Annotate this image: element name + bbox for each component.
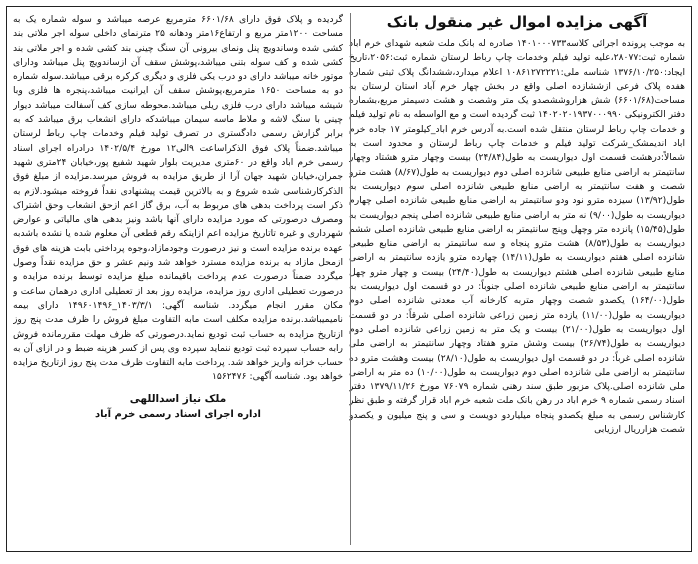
column-divider [350, 13, 351, 545]
notice-frame [6, 6, 692, 552]
notice-title: آگهی مزایده اموال غیر منقول بانک [386, 13, 648, 31]
left-column [13, 13, 343, 545]
signature-name: ملک نیاز اسداللهی [129, 392, 227, 405]
notice-body-right: به موجب پرونده اجرائی کلاسه۱۴۰۱۰۰۰۷۳۳ صادره له بانک ملت شعبه شهدای خرم اباد شماره ثبت:۲۸۰۷۷،علیه تولید فیلم وخدمات چاپ رباط لرستان شماره ثبت:۲۰۵۶،تاریخ ایجاد:۱۳۷۶/۱۰/۲۵۰ شناسه ملی:۱۰۸۶۱۲۷۲۲۲۱ اعلام میدارد،ششدانگ پلاک ثبتی شماره هفده پلاک فرعی ازششازده اصلی واقع در بخش چهار خرم آباد استان لرستان به مساحت(۶۶۰۱/۶۸) شش هزاروششصدو یک متر وشصت و هشت دسیمتر مربع،بشماره دفتر الکترونیکی ۱۴۰۲۰۲۰۱۹۳۷۰۰۰۹۹۰ ثبت گردیده است و مع الواسطه به نام تولید فیلم و خدمات چاپ رباط لرستان منتقل شده است.به آدرس خرم اباد_کیلومتر ۱۷ جاده خرم اباد اندیمشک_شرکت تولید فیلم و خدمات چاپ رباط لرستان و محدود است به شمالاً:درهشت قسمت اول دیواریست به طول(۲۴/۸۴) بیست وچهار مترو هشتاد وچهار سانتیمتر به اراضی منابع طبیعی شانزده اصلی دوم دیواریست به طول(۸/۶۷) هشت مترو شصت و هفت سانتیمتر به اراضی منابع طبیعی شانزده اصلی سوم دیواریست به طول(۱۳/۹۲) سیزده مترو نود ودو سانتیمتر به اراضی منابع طبیعی شانزده اصلی چهارم دیواریست به طول(۹/۰۰) نه متر به اراضی منابع طبیعی شانزده اصلی پنجم دیواریست به طول(۱۵/۴۵) پانزده متر وچهل وپنج سانتیمتر به اراضی منابع طبیعی شانزده اصلی ششم دیواریست به طول(۸/۵۳) هشت مترو پنجاه و سه سانتیمتر به اراضی منابع طبیعی شانزده اصلی هفتم دیواریست به طول(۱۴/۱۱) چهارده مترو یازده سانتیمتر به اراضی منابع طبیعی شانزده اصلی هشتم دیواریست به طول(۲۴/۴۰) بیست و چهار مترو چهل سانتیمتر به اراضی منابع طبیعی شانزده اصلی جنوباً: در دو قسمت اول دیواریست به طول(۱۶۴/۰۰) یکصدو شصت وچهار متربه کارخانه آب معدنی شانزده اصلی دوم دیواریست به طول(۱۱/۰۰) یازده متر زمین زراعی شانزده اصلی شرقاً: در دو قسمت اول دیواریست به طول(۲۱/۰۰) بیست و یک متر به زمین زراعی شانزده اصلی دوم دیواریست به طول(۲۶/۷۴) بیست وشش مترو هفتاد وچهار سانتیمتر به اراضی ملی شانزده اصلی غرباً: در دو قسمت اول دیواریست به طول(۲۸/۱۰) بیست وهشت مترو ده سانتیمتر به اراضی ملی شانزده اصلی دوم دیواریست به طول(۱۰/۰۰) ده متر به اراضی ملی شانزده اصلی.پلاک مزبور طبق سند رهنی شماره ۷۶۰۷۹ مورخ ۱۳۷۹/۱۱/۲۶ دفتر اسناد رسمی شماره ۹ خرم اباد در رهن بانک ملت شعبه خرم اباد قرار گرفته و طبق نظر کارشناس رسمی به مبلغ یکصدو پنجاه میلیاردو دویست و سی و پنج میلیون و یکصدو شصت هزارریال ارزیابی [349, 38, 685, 436]
signature-block [13, 391, 343, 422]
right-column [349, 13, 685, 545]
signature-office: اداره اجرای اسناد رسمی خرم آباد [95, 408, 261, 420]
notice-body-left: گردیده و پلاک فوق دارای ۶۶۰۱/۶۸ مترمربع عرصه میباشد و سوله شماره یک به مساحت ۱۲۰۰متر مربع و ارتفاع۱۶متر ودهانه ۲۵ مترنمای داخلی سوله اجر ملاتی بند کشی شده وساندویچ پنل ونمای بیرونی آن سنگ چینی بند کشی شده و اجر ملاتی بند کشی شده و کف سوله بتنی میباشد،پوشش سقف آن ازساندویچ پنل میباشد ودارای موتور خانه میباشد دارای دو درب یکی فلزی و دیگری کرکره برقی میباشد.سوله شماره دو به مساحت ۱۶۵۰ مترمربع،پوشش سقف آن ایرانیت میباشد،پنجره ها فلزی وبا شیشه میباشد دارای درب فلزی ریلی میباشد.محوطه سازی کف آسفالت میباشد دیوار چینی با سنگ لاشه و ملاط ماسه سیمان میباشدکه دارای انشعاب برق میباشد که به برابر گزارش رسمی دادگستری در تصرف تولید فیلم وخدمات چاپ رباط لرستان میباشد.ضمناً پلاک فوق الذکراساعت ۹الی۱۲ مورخ ۱۴۰۲/۵/۴ درادراه اجرای اسناد رسمی خرم اباد واقع در ۶۰متری مدیریت بلوار شهید شفیع پور،خیابان ۲۴متری شهید جمران،خیابان شهید جهان آرا از طریق مزایده به فروش میرسد.مزایده از مبلغ فوق الذکرکارشناسی شده شروع و به بالاترین قیمت پیشنهادی نقداً فروخته میشود.لازم به ذکر است پرداخت بدهی های مربوط به آب، برق گاز اعم ازحق انشعاب وحق اشتراک ومصرف درصورتی که مورد مزایده دارای آنها باشد ونیز بدهی های مالیاتی و عوارض شهرداری و غیره تاتاریخ مزایده اعم ازاینکه رقم قطعی آن معلوم شده یا نشده باشدبه عهده برنده مزایده است و نیز درصورت وجودمازاد،وجوه پرداختی بابت هزینه های فوق ازمحل مازاد به برنده مزایده مسترد خواهد شد ونیم عشر و حق مزایده نقداً وصول میگردد ضمناً درصورت عدم پرداخت باقیمانده مبلغ مزایده توسط برنده مزایده و درصورت تعطیلی اداری روز مزایده، مزایده روز بعد از تعطیلی اداری درهمان ساعت و مکان مقرر انجام میگردد. شناسه آگهی: ۱۴۰۳/۳/۱_۱۴۹۶۰۱۴۹۶ دارای بیمه نامیمیباشد.برنده مزایده مکلف است مابه التفاوت مبلغ فروش را ظرف مدت پنج روز ازتاریخ مزایده به حساب ثبت تودیع نماید.درصورتی که ظرف مهلت مقررمانده فروش رابه حساب سپرده ثبت تودیع ننماید سپرده وی پس از کسر هزینه ضبط و در ازای آن به حساب خزانه واریز خواهد شد. پرداخت مابه التفاوت ظرف مدت پنج روز ازتاریخ مزایده خواهد بود. شناسه آگهی: ۱۵۶۲۴۷۶ [13, 14, 343, 383]
